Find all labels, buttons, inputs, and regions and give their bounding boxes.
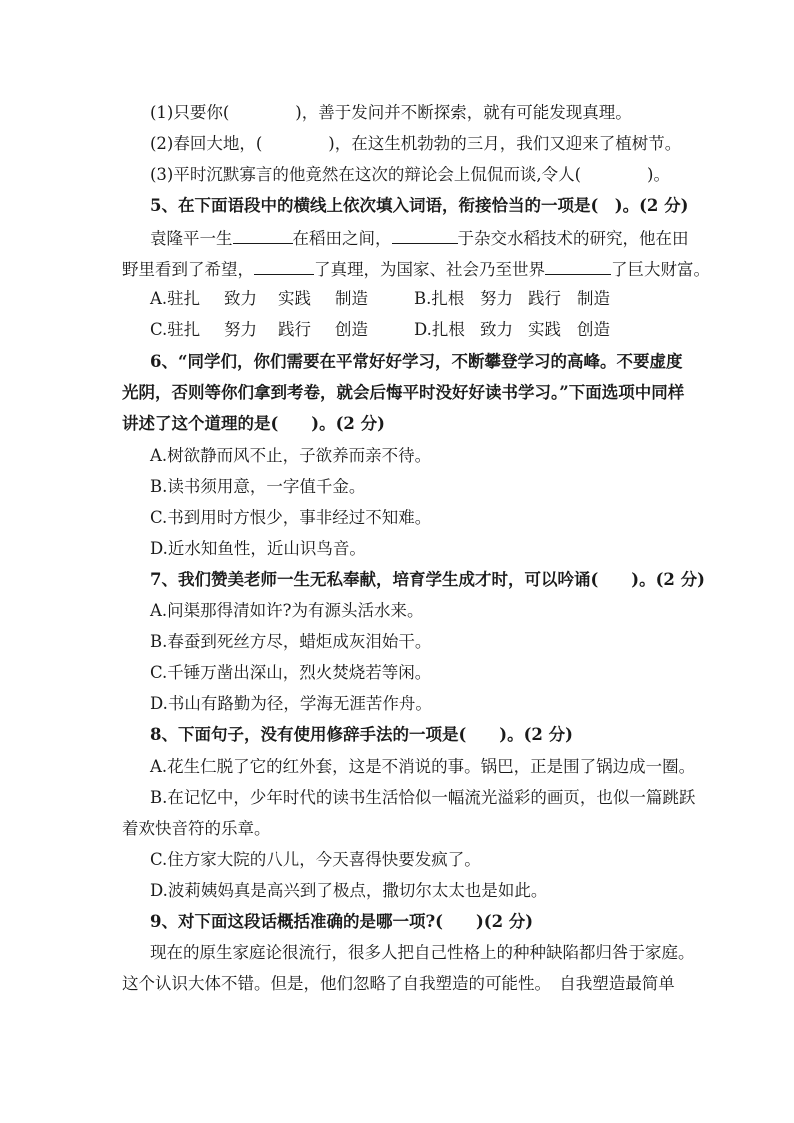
q5-options-row-2 bbox=[150, 320, 610, 340]
q5-passage-text: 了真理，为国家、社会乃至世界 bbox=[314, 260, 545, 279]
option-word: 创造 bbox=[335, 320, 368, 339]
q5-passage-text: 于杂交水稻技术的研究，他在田 bbox=[457, 229, 689, 248]
fill-blank[interactable] bbox=[233, 227, 293, 244]
q8-option-b-line-1[interactable]: B.在记忆中，少年时代的读书生活恰似一幅流光溢彩的画页，也似一篇跳跃 bbox=[150, 788, 696, 807]
q8-option-a[interactable]: A.花生仁脱了它的红外套，这是不消说的事。锅巴，正是围了锅边成一圈。 bbox=[150, 757, 696, 776]
option-label[interactable]: B.扎根 bbox=[414, 289, 465, 308]
q6-option-b[interactable]: B.读书须用意，一字值千金。 bbox=[150, 477, 366, 496]
option-label[interactable]: C.驻扎 bbox=[150, 320, 201, 339]
option-word: 制造 bbox=[577, 289, 610, 308]
q5-passage-line-2 bbox=[122, 258, 710, 280]
q6-option-c[interactable]: C.书到用时方恨少，事非经过不知难。 bbox=[150, 508, 432, 527]
fill-blank[interactable] bbox=[545, 258, 611, 275]
q5-passage-text: 袁隆平一生 bbox=[150, 229, 233, 248]
option-word: 致力 bbox=[224, 289, 257, 308]
q8-option-c[interactable]: C.住方家大院的八儿，今天喜得快要发疯了。 bbox=[150, 850, 481, 869]
q4-item-1: (1)只要你( )，善于发问并不断探索，就有可能发现真理。 bbox=[150, 103, 632, 122]
option-word: 制造 bbox=[335, 289, 368, 308]
q4-item-3: (3)平时沉默寡言的他竟然在这次的辩论会上侃侃而谈,令人( )。 bbox=[150, 165, 670, 184]
q6-title-line-1: 6、“同学们，你们需要在平常好好学习，不断攀登学习的高峰。不要虚度 bbox=[150, 352, 683, 371]
fill-blank[interactable] bbox=[254, 258, 314, 275]
q9-title: 9、对下面这段话概括准确的是哪一项?( )(2 分) bbox=[150, 912, 534, 931]
q9-passage-line-2: 这个认识大体不错。但是，他们忽略了自我塑造的可能性。 自我塑造最简单 bbox=[122, 974, 675, 993]
q4-item-2: (2)春回大地，( )，在这生机勃勃的三月，我们又迎来了植树节。 bbox=[150, 134, 682, 153]
q7-option-a[interactable]: A.问渠那得清如许?为有源头活水来。 bbox=[150, 601, 424, 620]
q6-option-d[interactable]: D.近水知鱼性，近山识鸟音。 bbox=[150, 539, 366, 558]
option-label[interactable]: D.扎根 bbox=[414, 320, 465, 339]
q6-title-line-2: 光阴，否则等你们拿到考卷，就会后悔平时没好好读书学习。”下面选项中同样 bbox=[122, 383, 685, 402]
q8-option-d[interactable]: D.波莉姨妈真是高兴到了极点，撒切尔太太也是如此。 bbox=[150, 881, 548, 900]
option-word: 实践 bbox=[278, 289, 311, 308]
q5-passage-line-1 bbox=[150, 227, 689, 249]
q5-passage-text: 在稻田之间， bbox=[292, 229, 392, 248]
q7-title: 7、我们赞美老师一生无私奉献，培育学生成才时，可以吟诵( )。(2 分) bbox=[150, 570, 705, 589]
q5-title: 5、在下面语段中的横线上依次填入词语，衔接恰当的一项是( )。(2 分) bbox=[150, 196, 689, 215]
q8-title: 8、下面句子，没有使用修辞手法的一项是( )。(2 分) bbox=[150, 725, 573, 744]
option-word: 努力 bbox=[224, 320, 257, 339]
q7-option-d[interactable]: D.书山有路勤为径，学海无涯苦作舟。 bbox=[150, 694, 432, 713]
option-word: 践行 bbox=[528, 289, 561, 308]
q5-passage-text: 了巨大财富。 bbox=[611, 260, 710, 279]
q6-option-a[interactable]: A.树欲静而风不止，子欲养而亲不待。 bbox=[150, 446, 432, 465]
option-word: 努力 bbox=[480, 289, 513, 308]
q5-options-row-1 bbox=[150, 289, 610, 309]
q8-option-b-line-2[interactable]: 着欢快音符的乐章。 bbox=[122, 819, 271, 838]
option-word: 创造 bbox=[577, 320, 610, 339]
option-word: 践行 bbox=[278, 320, 311, 339]
option-label[interactable]: A.驻扎 bbox=[150, 289, 201, 308]
q7-option-b[interactable]: B.春蚕到死丝方尽，蜡炬成灰泪始干。 bbox=[150, 632, 432, 651]
option-word: 实践 bbox=[528, 320, 561, 339]
q7-option-c[interactable]: C.千锤万凿出深山，烈火焚烧若等闲。 bbox=[150, 663, 432, 682]
q6-title-line-3: 讲述了这个道理的是( )。(2 分) bbox=[122, 414, 385, 433]
fill-blank[interactable] bbox=[392, 227, 458, 244]
option-word: 致力 bbox=[480, 320, 513, 339]
q9-passage-line-1: 现在的原生家庭论很流行，很多人把自己性格上的种种缺陷都归咎于家庭。 bbox=[150, 943, 695, 962]
q5-passage-text: 野里看到了希望， bbox=[122, 260, 254, 279]
